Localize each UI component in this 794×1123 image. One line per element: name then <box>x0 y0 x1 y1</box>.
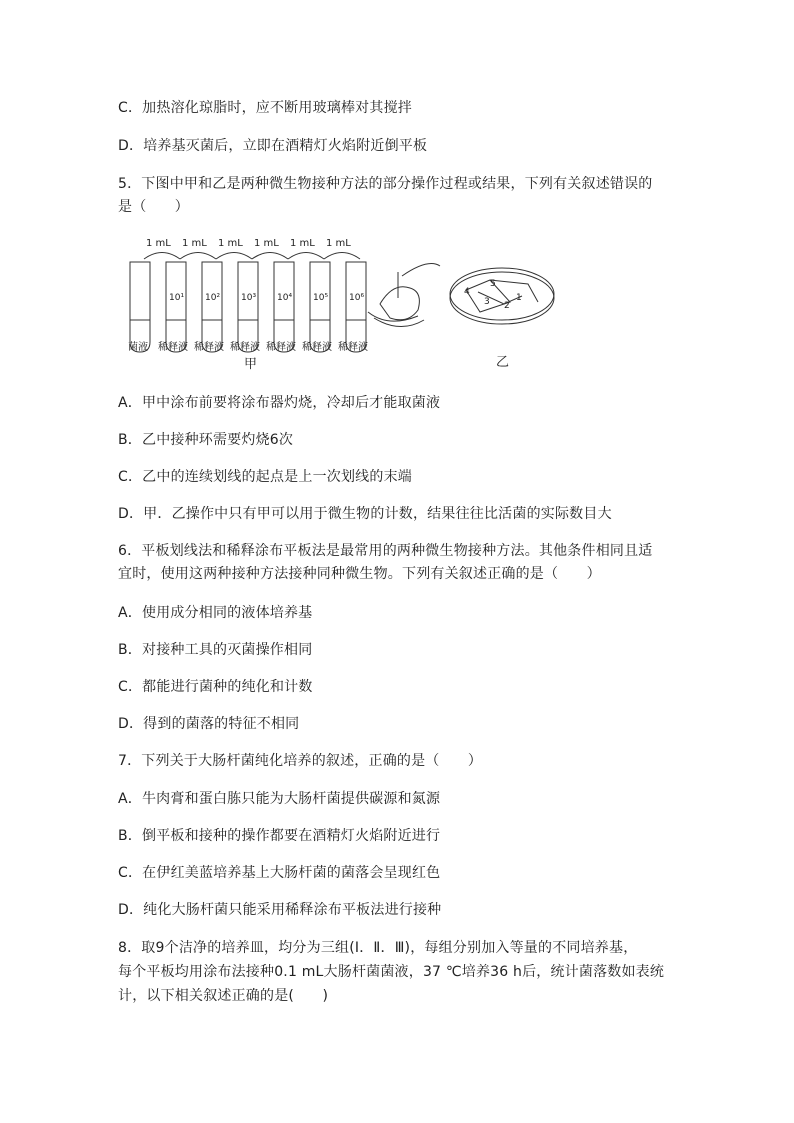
tube-dilution-label: 10⁶ <box>349 293 365 303</box>
transfer-label: 1 mL <box>146 238 171 249</box>
option-6b: B．对接种工具的灭菌操作相同 <box>118 642 313 658</box>
question-8-stem-cont: 每个平板均用涂布法接种0.1 mL大肠杆菌菌液，37 ℃培养36 h后，统计菌落数如表统 <box>118 964 665 980</box>
tube-bottom-label: 稀释液 <box>302 342 332 353</box>
question-8-stem-cont2: 计，以下相关叙述正确的是( ) <box>118 988 329 1004</box>
option-6d: D．得到的菌落的特征不相同 <box>118 716 300 732</box>
tube-dilution-label: 10¹ <box>169 293 185 303</box>
option-5d-prev: D．培养基灭菌后，立即在酒精灯火焰附近倒平板 <box>118 138 428 154</box>
question-7-stem: 7．下列关于大肠杆菌纯化培养的叙述，正确的是（ ） <box>118 753 483 769</box>
option-5d: D．甲．乙操作中只有甲可以用于微生物的计数，结果往往比活菌的实际数目大 <box>118 506 612 522</box>
transfer-label: 1 mL <box>326 238 351 249</box>
question-5-stem-cont: 是（ ） <box>118 199 189 215</box>
option-5a: A．甲中涂布前要将涂布器灼烧，冷却后才能取菌液 <box>118 395 441 411</box>
transfer-label: 1 mL <box>218 238 243 249</box>
dish-streak-number: 4 <box>464 287 470 297</box>
tube-bottom-label: 菌液 <box>128 342 148 353</box>
option-5c: C．乙中的连续划线的起点是上一次划线的末端 <box>118 469 412 485</box>
dish-streak-number: 5 <box>490 279 496 289</box>
option-6c: C．都能进行菌种的纯化和计数 <box>118 679 313 695</box>
tube-bottom-label: 稀释液 <box>158 342 188 353</box>
option-7c: C．在伊红美蓝培养基上大肠杆菌的菌落会呈现红色 <box>118 865 441 881</box>
option-7a: A．牛肉膏和蛋白胨只能为大肠杆菌提供碳源和氮源 <box>118 791 441 807</box>
transfer-label: 1 mL <box>254 238 279 249</box>
transfer-arrows <box>144 253 360 260</box>
option-5c-prev: C．加热溶化琼脂时，应不断用玻璃棒对其搅拌 <box>118 100 412 116</box>
caption-jia: 甲 <box>244 357 258 372</box>
tube-bottom-label: 稀释液 <box>266 342 296 353</box>
option-7d: D．纯化大肠杆菌只能采用稀释涂布平板法进行接种 <box>118 902 442 918</box>
tube-bottom-label: 稀释液 <box>194 342 224 353</box>
option-6a: A．使用成分相同的液体培养基 <box>118 605 313 621</box>
caption-yi: 乙 <box>496 355 510 370</box>
tube-dilution-label: 10⁴ <box>277 293 293 303</box>
tube-dilution-label: 10² <box>205 293 221 303</box>
inoculation-diagram <box>118 232 678 372</box>
question-5-figure <box>118 232 678 372</box>
question-6-stem: 6．平板划线法和稀释涂布平板法是最常用的两种微生物接种方法。其他条件相同且适 <box>118 543 653 559</box>
dish-streak-number: 2 <box>504 301 510 311</box>
spreader-illustration <box>368 264 440 327</box>
option-5b: B．乙中接种环需要灼烧6次 <box>118 432 294 448</box>
dish-streak-number: 1 <box>516 293 522 303</box>
test-tubes <box>130 262 366 352</box>
transfer-label: 1 mL <box>290 238 315 249</box>
tube-bottom-label: 稀释液 <box>338 342 368 353</box>
option-7b: B．倒平板和接种的操作都要在酒精灯火焰附近进行 <box>118 828 441 844</box>
dish-streak-number: 3 <box>484 297 490 307</box>
tube-dilution-label: 10⁵ <box>313 293 329 303</box>
question-5-stem: 5．下图中甲和乙是两种微生物接种方法的部分操作过程或结果，下列有关叙述错误的 <box>118 176 653 192</box>
tube-bottom-label: 稀释液 <box>230 342 260 353</box>
question-8-stem: 8．取9个洁净的培养皿，均分为三组(Ⅰ．Ⅱ．Ⅲ)，每组分别加入等量的不同培养基， <box>118 940 638 956</box>
transfer-label: 1 mL <box>182 238 207 249</box>
tube-dilution-label: 10³ <box>241 293 257 303</box>
question-6-stem-cont: 宜时，使用这两种接种方法接种同种微生物。下列有关叙述正确的是（ ） <box>118 566 601 582</box>
